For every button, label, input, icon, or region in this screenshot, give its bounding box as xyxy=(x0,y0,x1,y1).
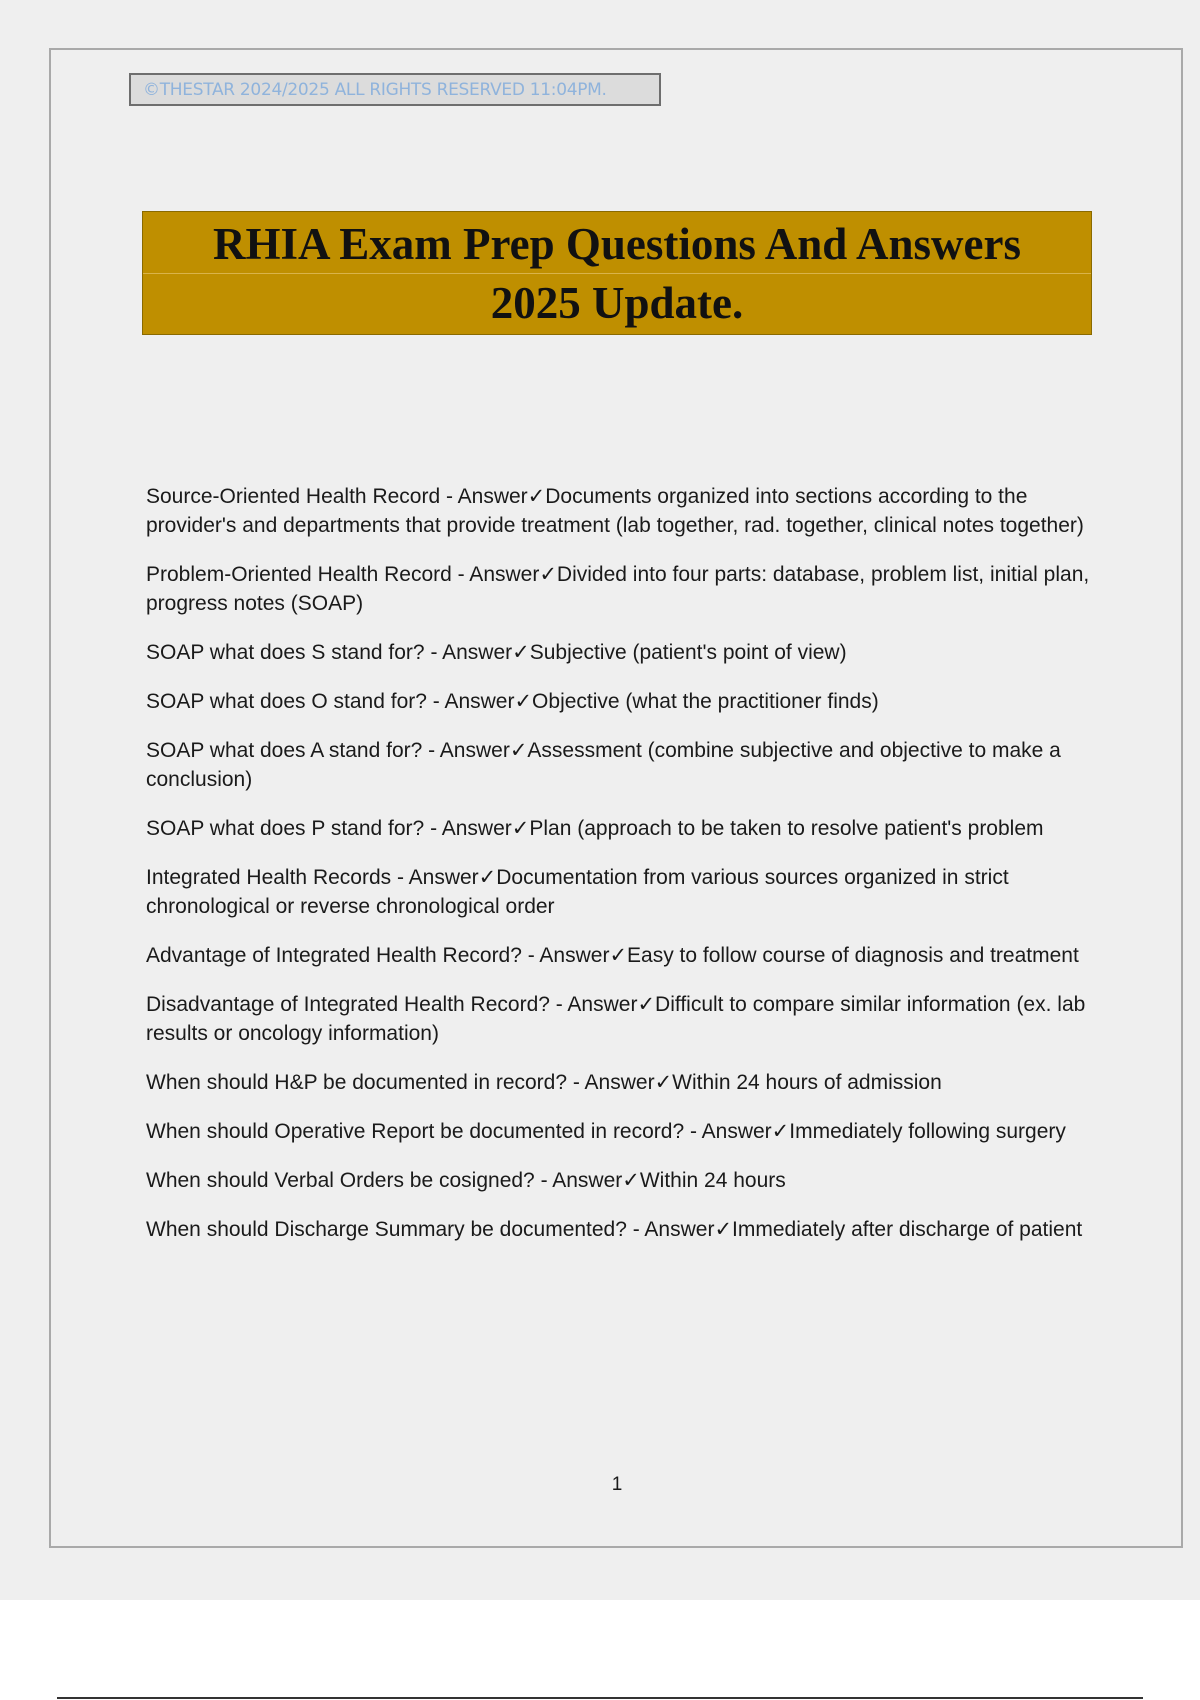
qa-item: When should H&P be documented in record? - Answer✓Within 24 hours of admission xyxy=(146,1071,942,1094)
copyright-text: ©THESTAR 2024/2025 ALL RIGHTS RESERVED 11:04PM. xyxy=(143,79,607,100)
qa-item: SOAP what does O stand for? - Answer✓Objective (what the practitioner finds) xyxy=(146,690,879,713)
qa-item: Integrated Health Records - Answer✓Documentation from various sources organized in strict chronological or reverse chronological order xyxy=(146,866,1009,918)
qa-item: When should Operative Report be documented in record? - Answer✓Immediately following surgery xyxy=(146,1120,1066,1143)
qa-item: SOAP what does A stand for? - Answer✓Assessment (combine subjective and objective to make a conclusion) xyxy=(146,739,1061,791)
qa-item: When should Discharge Summary be documented? - Answer✓Immediately after discharge of patient xyxy=(146,1218,1083,1241)
qa-item: When should Verbal Orders be cosigned? - Answer✓Within 24 hours xyxy=(146,1169,786,1192)
bottom-divider xyxy=(57,1697,1143,1699)
qa-list xyxy=(146,482,1092,1264)
qa-item: SOAP what does P stand for? - Answer✓Plan (approach to be taken to resolve patient's problem xyxy=(146,817,1044,840)
copyright-box xyxy=(129,73,661,106)
title-banner xyxy=(142,211,1092,335)
page-number: 1 xyxy=(611,1474,623,1495)
qa-item: Source-Oriented Health Record - Answer✓Documents organized into sections according to the provider's and departments that provide treatment (lab together, rad. together, clinical notes together) xyxy=(146,485,1084,537)
title-line-2: 2025 Update. xyxy=(490,277,744,328)
qa-item: Advantage of Integrated Health Record? - Answer✓Easy to follow course of diagnosis and treatment xyxy=(146,944,1079,967)
qa-item: SOAP what does S stand for? - Answer✓Subjective (patient's point of view) xyxy=(146,641,847,664)
qa-item: Problem-Oriented Health Record - Answer✓Divided into four parts: database, problem list, initial plan, progress notes (SOAP) xyxy=(146,563,1090,615)
qa-item: Disadvantage of Integrated Health Record? - Answer✓Difficult to compare similar information (ex. lab results or oncology information) xyxy=(146,993,1086,1045)
title-line-1: RHIA Exam Prep Questions And Answers xyxy=(212,218,1022,269)
